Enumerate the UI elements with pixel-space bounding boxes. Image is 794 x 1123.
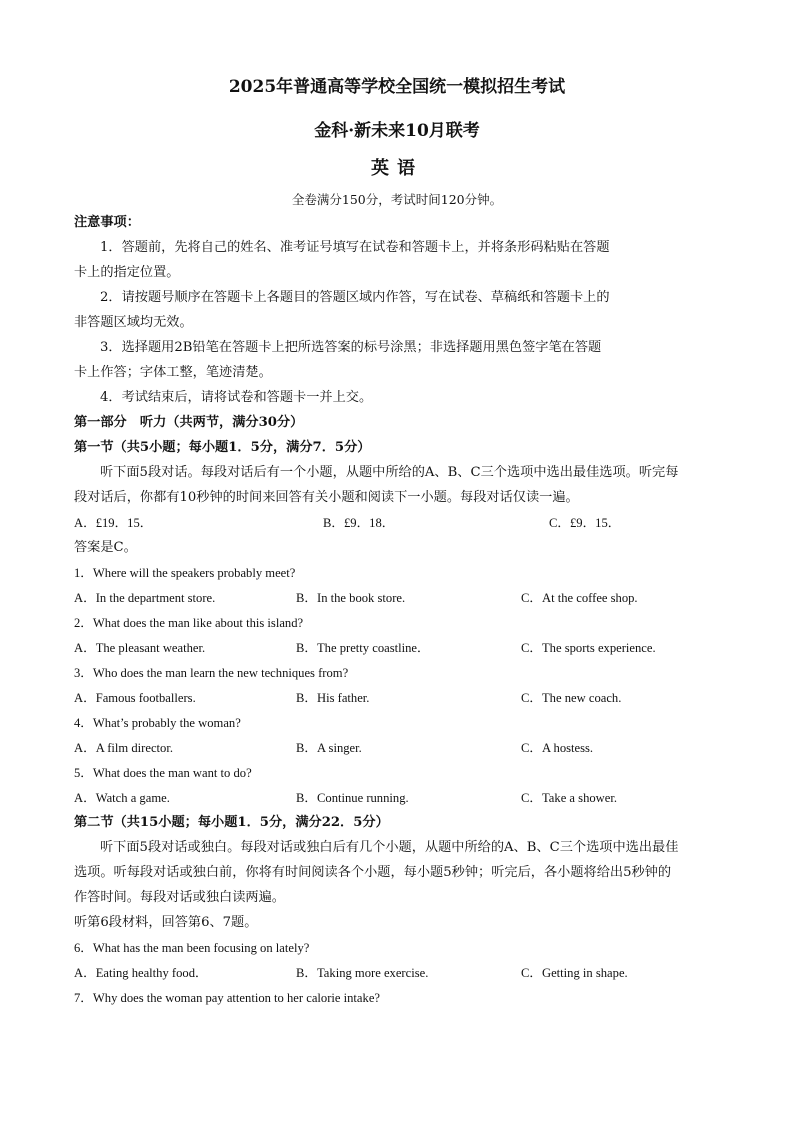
q6-option-a: A．Eating healthy food． — [74, 966, 208, 980]
exam-name: 金科·新未来10月联考 — [314, 121, 480, 141]
example-option-b: B．£9．18． — [323, 516, 395, 530]
q1-option-a: A．In the department store. — [74, 591, 216, 605]
notice-item: 非答题区域均无效。 — [74, 315, 193, 330]
example-option-c: C．£9．15． — [549, 516, 621, 530]
q2-option-b: B．The pretty coastline． — [296, 641, 430, 655]
material-note: 听第6段材料，回答第6、7题。 — [74, 915, 258, 930]
section2-heading: 第二节（共15小题；每小题1．5分，满分22．5分） — [74, 815, 389, 830]
q3-option-b: B．His father. — [296, 691, 370, 705]
section2-instruction: 听下面5段对话或独白。每段对话或独白后有几个小题，从题中所给的A、B、C三个选项中选出最佳 — [100, 840, 679, 855]
q6-option-b: B．Taking more exercise. — [296, 966, 429, 980]
section1-heading: 第一节（共5小题；每小题1．5分，满分7．5分） — [74, 440, 371, 455]
q6-option-c: C．Getting in shape. — [521, 966, 628, 980]
example-option-a: A．£19．15． — [74, 516, 153, 530]
question-5: 5．What does the man want to do? — [74, 766, 252, 780]
question-6: 6．What has the man been focusing on lately? — [74, 941, 310, 955]
notice-item: 3．选择题用2B铅笔在答题卡上把所选答案的标号涂黑；非选择题用黑色签字笔在答题 — [100, 340, 602, 355]
q3-option-a: A．Famous footballers. — [74, 691, 196, 705]
question-7: 7．Why does the woman pay attention to her calorie intake? — [74, 991, 380, 1005]
section1-instruction: 段对话后，你都有10秒钟的时间来回答有关小题和阅读下一小题。每段对话仅读一遍。 — [74, 490, 579, 505]
section2-instruction: 作答时间。每段对话或独白读两遍。 — [74, 890, 285, 905]
q1-option-b: B．In the book store. — [296, 591, 406, 605]
notice-item: 2．请按题号顺序在答题卡上各题目的答题区域内作答，写在试卷、草稿纸和答题卡上的 — [100, 290, 610, 305]
question-2: 2．What does the man like about this island? — [74, 616, 304, 630]
notice-item: 4．考试结束后，请将试卷和答题卡一并上交。 — [100, 390, 373, 405]
section1-instruction: 听下面5段对话。每段对话后有一个小题，从题中所给的A、B、C三个选项中选出最佳选项。听完每 — [100, 465, 679, 480]
q4-option-a: A．A film director. — [74, 741, 173, 755]
q5-option-b: B．Continue running. — [296, 791, 409, 805]
question-4: 4．What’s probably the woman? — [74, 716, 241, 730]
q2-option-c: C．The sports experience. — [521, 641, 656, 655]
section2-instruction: 选项。听每段对话或独白前，你将有时间阅读各个小题，每小题5秒钟；听完后，各小题将给出5秒钟的 — [74, 865, 672, 880]
notice-heading: 注意事项： — [74, 215, 140, 230]
q5-option-c: C．Take a shower. — [521, 791, 617, 805]
notice-item: 卡上作答；字体工整，笔迹清楚。 — [74, 365, 272, 380]
notice-item: 卡上的指定位置。 — [74, 265, 180, 280]
q1-option-c: C．At the coffee shop. — [521, 591, 638, 605]
example-answer: 答案是C。 — [74, 540, 137, 555]
score-time-note: 全卷满分150分，考试时间120分钟。 — [291, 192, 503, 207]
q2-option-a: A．The pleasant weather. — [74, 641, 206, 655]
subject-title: 英语 — [371, 158, 423, 179]
question-3: 3．Who does the man learn the new techniques from? — [74, 666, 349, 680]
q5-option-a: A．Watch a game. — [74, 791, 170, 805]
q4-option-c: C．A hostess. — [521, 741, 594, 755]
question-1: 1．Where will the speakers probably meet? — [74, 566, 296, 580]
part1-heading: 第一部分 听力（共两节，满分30分） — [74, 415, 304, 430]
notice-item: 1．答题前，先将自己的姓名、准考证号填写在试卷和答题卡上，并将条形码粘贴在答题 — [100, 240, 610, 255]
exam-title: 2025年普通高等学校全国统一模拟招生考试 — [228, 77, 566, 97]
q4-option-b: B．A singer. — [296, 741, 362, 755]
q3-option-c: C．The new coach. — [521, 691, 622, 705]
